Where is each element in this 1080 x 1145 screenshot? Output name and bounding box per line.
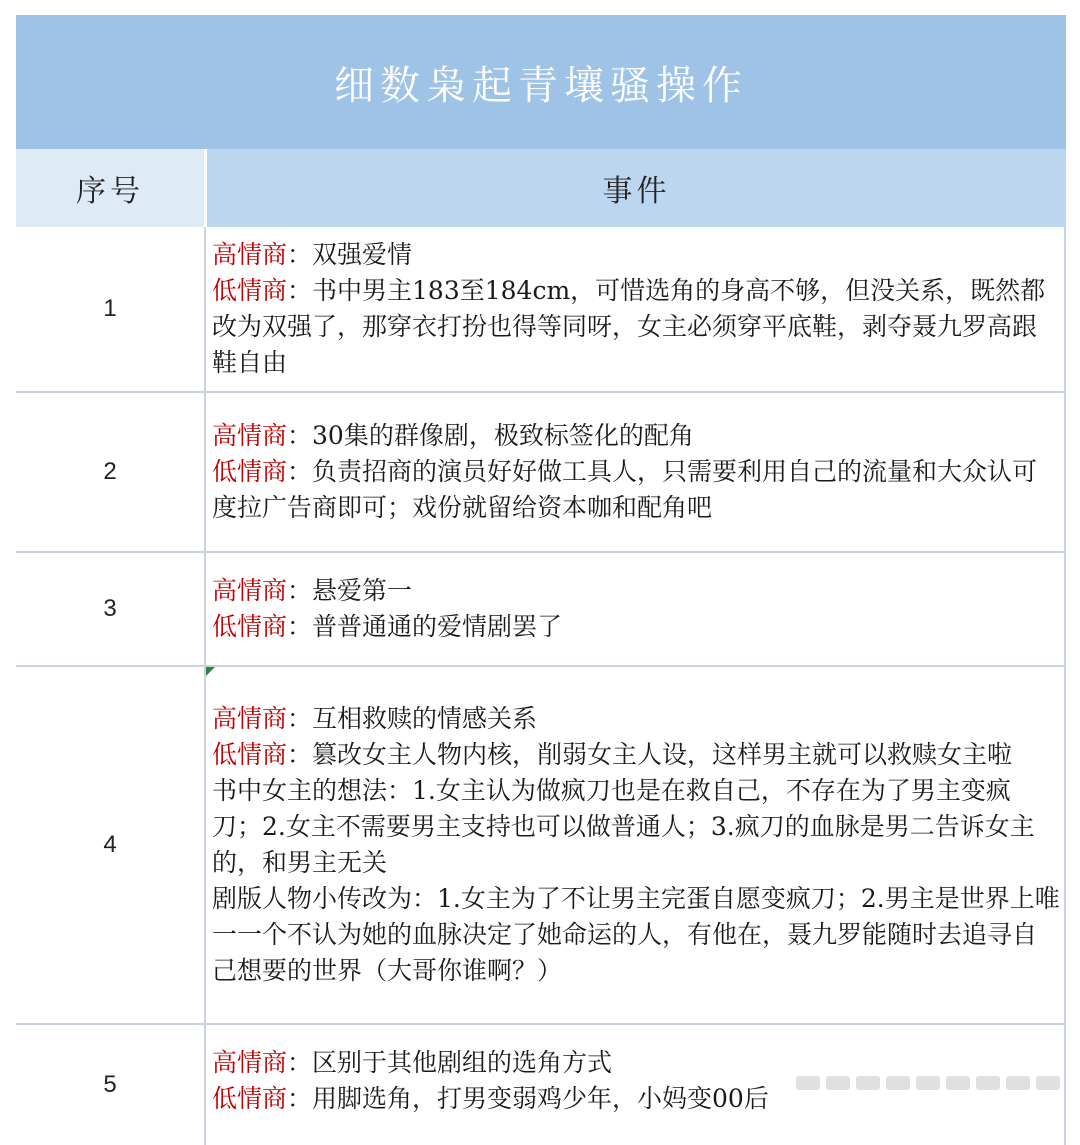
high-eq-label: 高情商 [212, 704, 288, 733]
high-eq-line [212, 573, 1060, 609]
high-eq-label: 高情商 [212, 1048, 288, 1077]
low-eq-line [212, 737, 1060, 773]
row-number: 5 [16, 1025, 206, 1145]
low-eq-text: ：用脚选角，打男变弱鸡少年，小妈变00后 [287, 1084, 769, 1113]
watermark-mark [826, 1076, 850, 1090]
row-number: 2 [16, 393, 206, 551]
event-cell [206, 393, 1066, 551]
page-title: 细数枭起青壤骚操作 [334, 62, 748, 109]
event-cell[interactable] [206, 667, 1066, 1023]
drama-note-line: 剧版人物小传改为：1.女主为了不让男主完蛋自愿变疯刀；2.男主是世界上唯一一个不认为她的血脉决定了她命运的人，有他在，聂九罗能随时去追寻自己想要的世界（大哥你谁啊？） [212, 884, 1060, 985]
novel-note-line: 书中女主的想法：1.女主认为做疯刀也是在救自己，不存在为了男主变疯刀；2.女主不需要男主支持也可以做普通人；3.疯刀的血脉是男二告诉女主的，和男主无关 [212, 776, 1035, 877]
watermark-mark [916, 1076, 940, 1090]
low-eq-label: 低情商 [212, 276, 288, 305]
low-eq-label: 低情商 [212, 457, 288, 486]
high-eq-text: ：互相救赎的情感关系 [287, 704, 538, 733]
high-eq-line [212, 418, 1060, 454]
header-number: 序号 [16, 149, 204, 227]
row-number: 4 [16, 667, 206, 1023]
low-eq-line [212, 273, 1060, 381]
table-row [16, 393, 1066, 553]
watermark-mark [796, 1076, 820, 1090]
comment-indicator-icon [206, 667, 215, 676]
watermark-mark [946, 1076, 970, 1090]
high-eq-line [212, 237, 1060, 273]
row-number: 1 [16, 227, 206, 391]
table-row [16, 553, 1066, 667]
table-row [16, 227, 1066, 393]
high-eq-text: ：双强爱情 [287, 240, 413, 269]
high-eq-text: ：30集的群像剧，极致标签化的配角 [287, 421, 694, 450]
event-cell [206, 227, 1066, 391]
row-number: 3 [16, 553, 206, 665]
high-eq-label: 高情商 [212, 576, 288, 605]
low-eq-line [212, 454, 1060, 526]
watermark-mark [1006, 1076, 1030, 1090]
high-eq-line [212, 701, 1060, 737]
watermark [796, 1076, 1060, 1090]
watermark-mark [976, 1076, 1000, 1090]
low-eq-label: 低情商 [212, 1084, 288, 1113]
low-eq-label: 低情商 [212, 740, 288, 769]
watermark-mark [1036, 1076, 1060, 1090]
low-eq-line [212, 609, 1060, 645]
high-eq-text: ：悬爱第一 [287, 576, 413, 605]
header-event: 事件 [204, 149, 1066, 227]
low-eq-text: ：负责招商的演员好好做工具人，只需要利用自己的流量和大众认可度拉广告商即可；戏份就留给资本咖和配角吧 [212, 457, 1038, 522]
table-row [16, 667, 1066, 1025]
high-eq-text: ：区别于其他剧组的选角方式 [287, 1048, 613, 1077]
low-eq-text: ：普普通通的爱情剧罢了 [287, 612, 563, 641]
high-eq-label: 高情商 [212, 421, 288, 450]
low-eq-text: ：书中男主183至184cm，可惜选角的身高不够，但没关系，既然都改为双强了，那穿衣打扮也得等同呀，女主必须穿平底鞋，剥夺聂九罗高跟鞋自由 [212, 276, 1046, 377]
low-eq-label: 低情商 [212, 612, 288, 641]
spreadsheet-table [16, 15, 1066, 1145]
title-banner [16, 15, 1066, 149]
header-row [16, 149, 1066, 227]
event-cell [206, 553, 1066, 665]
high-eq-label: 高情商 [212, 240, 288, 269]
watermark-mark [856, 1076, 880, 1090]
low-eq-text: ：篡改女主人物内核，削弱女主人设，这样男主就可以救赎女主啦 [287, 740, 1013, 769]
watermark-mark [886, 1076, 910, 1090]
